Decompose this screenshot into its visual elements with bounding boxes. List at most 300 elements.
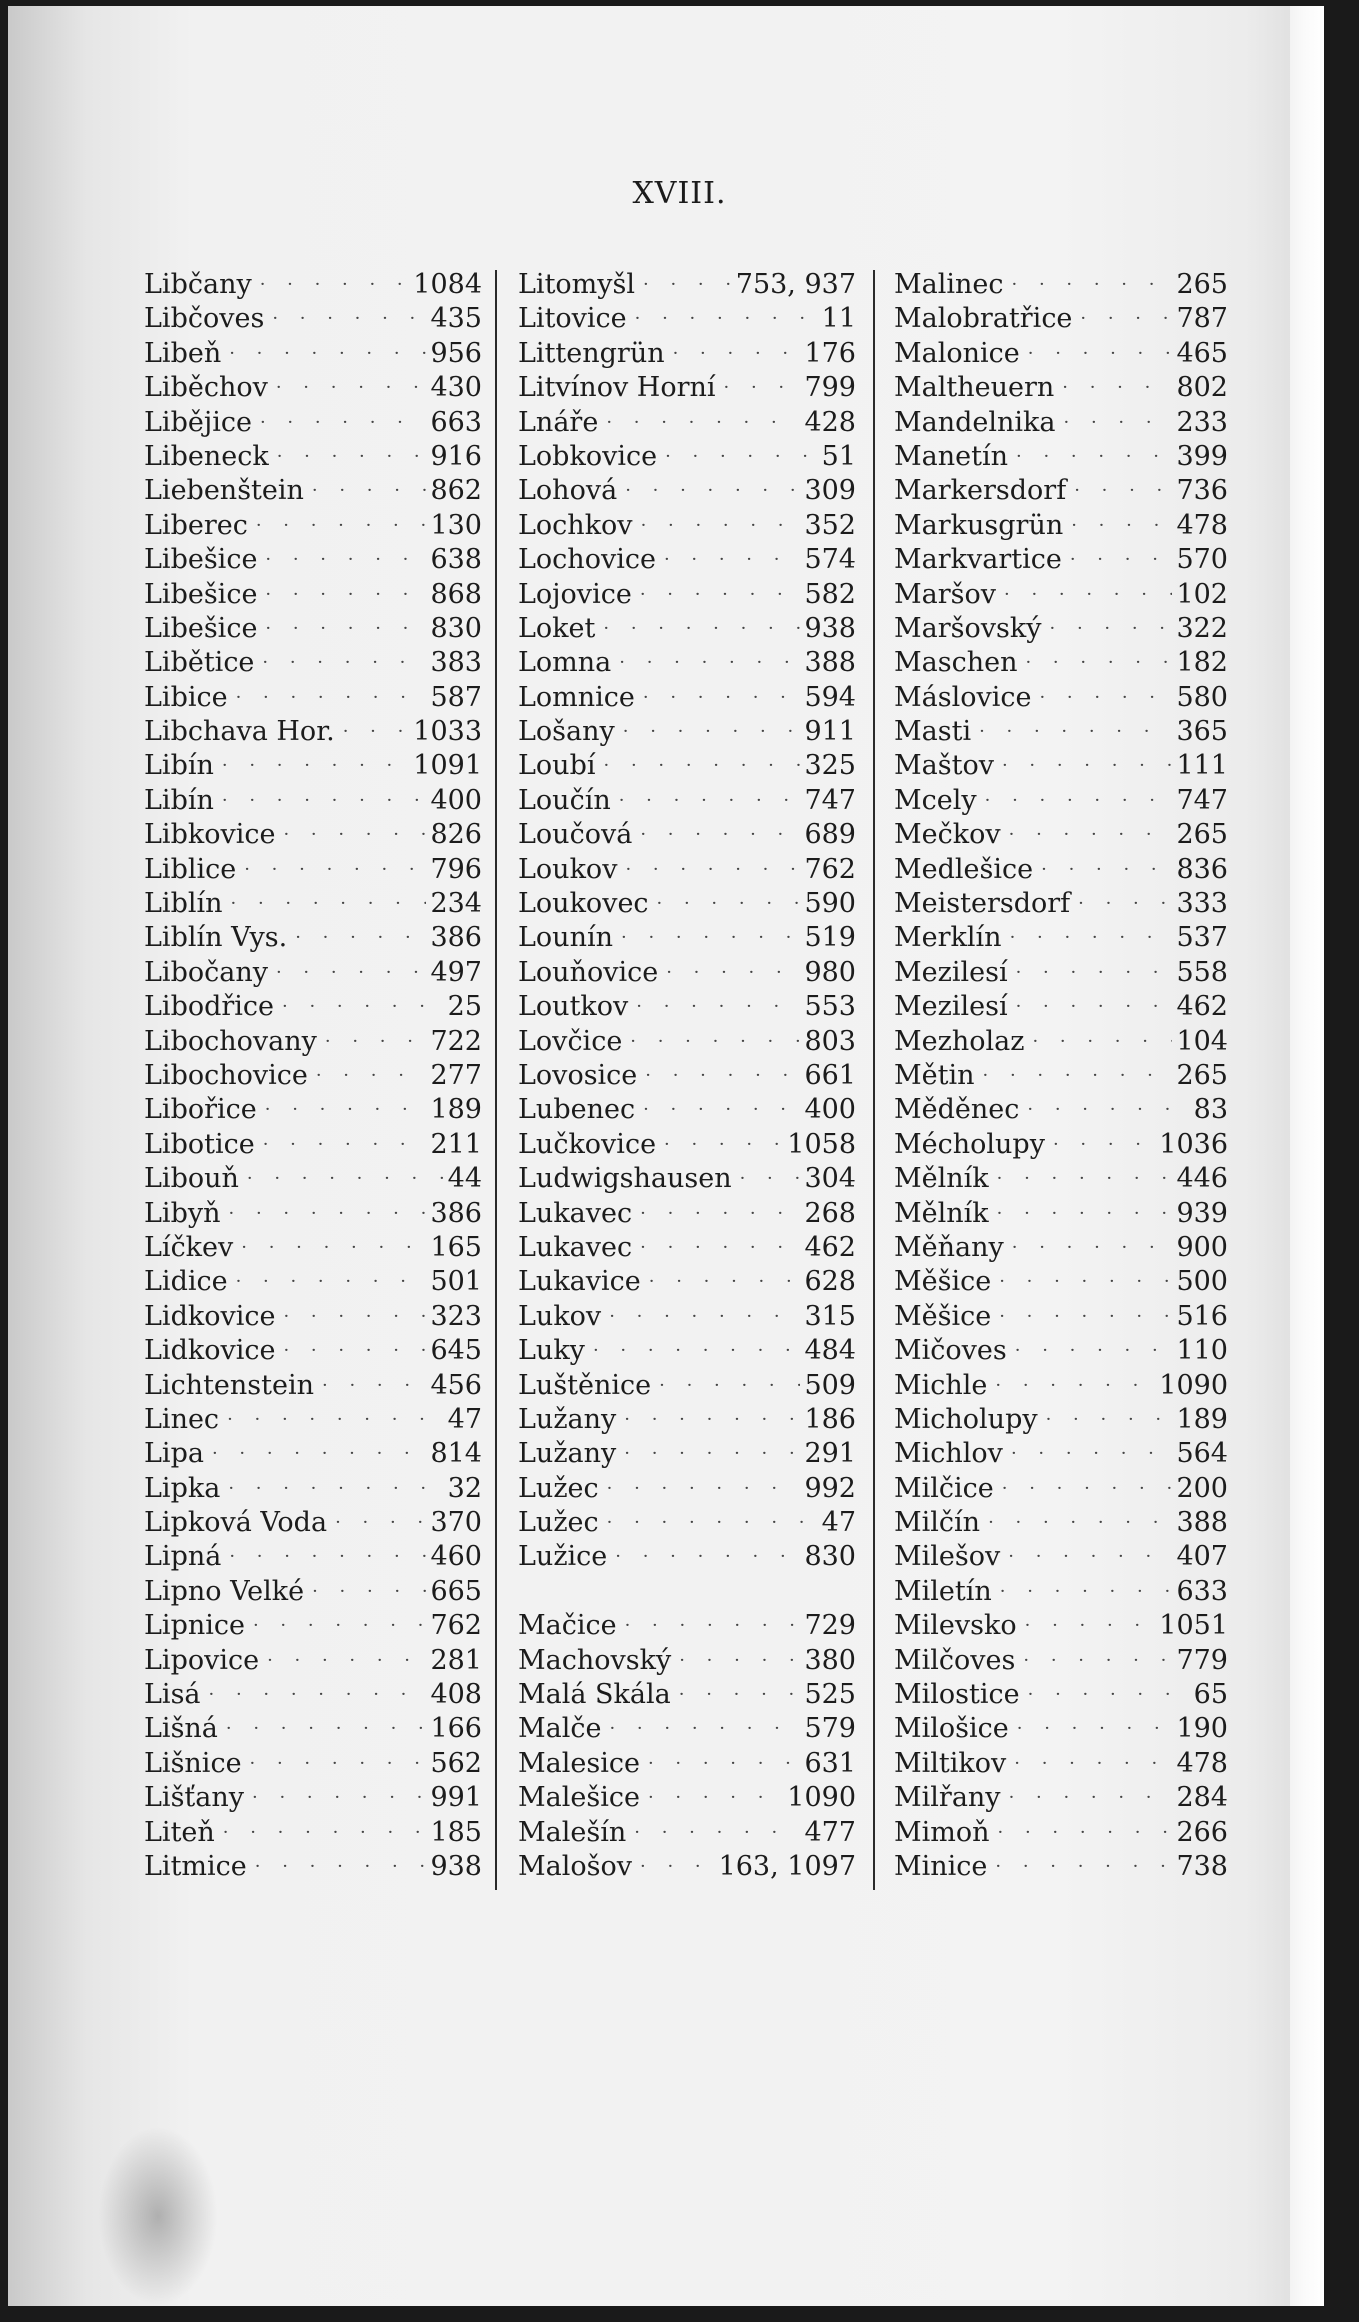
dot-leader [996,578,1172,612]
place-name: Medlešice [894,853,1034,885]
page-reference: 386 [430,922,482,954]
page-reference: 365 [1176,716,1228,748]
page-reference: 991 [430,1782,482,1814]
place-name: Malče [518,1713,602,1745]
index-entry [894,1644,1228,1678]
place-name: Libčany [144,269,252,300]
place-name: Měňany [894,1231,1004,1263]
page-reference: 44 [447,1163,482,1195]
index-entry [894,1437,1228,1471]
dot-leader [1004,1231,1173,1265]
dot-leader [1020,337,1173,371]
dot-leader [632,1197,800,1231]
dot-leader [215,1816,427,1850]
page-reference: 590 [804,888,856,920]
index-entry [518,1472,856,1506]
page-reference: 380 [804,1644,856,1676]
page-reference: 47 [447,1403,482,1435]
index-entry [894,406,1228,440]
page-reference: 665 [430,1575,482,1607]
page-reference: 722 [430,1025,482,1057]
dot-leader [992,1575,1173,1609]
dot-leader [1002,921,1173,955]
index-entry [518,440,856,474]
dot-leader [287,921,426,955]
index-column-2 [518,268,856,1888]
page-reference: 501 [430,1266,482,1298]
index-entry [894,1712,1228,1746]
index-entry [518,853,856,887]
dot-leader [637,1059,800,1093]
page-reference: 430 [430,372,482,404]
dot-leader [1008,440,1172,474]
place-name: Malešín [518,1816,627,1848]
place-name: Malesice [518,1747,640,1779]
page-reference: 516 [1176,1300,1228,1332]
index-entry [894,1162,1228,1196]
page-reference: 211 [430,1128,482,1160]
dot-leader [268,371,427,405]
index-entry [518,646,856,680]
index-entry [894,268,1228,302]
index-entry [144,1575,482,1609]
index-entry [894,371,1228,405]
dot-leader [626,1816,800,1850]
index-entry [144,1850,482,1884]
page-reference: 281 [430,1644,482,1676]
dot-leader [255,1128,427,1162]
dot-leader [221,337,426,371]
dot-leader [622,1025,800,1059]
dot-leader [317,1025,427,1059]
dot-leader [233,1231,426,1265]
place-name: Libouň [144,1163,239,1195]
dot-leader [236,853,426,887]
page-reference: 83 [1193,1094,1228,1126]
page-reference: 25 [447,991,482,1023]
page-reference: 325 [804,750,856,782]
place-name: Lišnice [144,1747,242,1779]
index-entry [518,1644,856,1678]
dot-leader [228,681,427,715]
index-entry [144,1369,482,1403]
dot-leader [239,1162,444,1196]
index-entry [894,1369,1228,1403]
index-entry [518,302,856,336]
index-entry [144,715,482,749]
dot-leader [204,1437,427,1471]
place-name: Maltheuern [894,372,1055,404]
dot-leader [1042,612,1173,646]
index-entry [894,1093,1228,1127]
page-reference: 814 [430,1438,482,1470]
page-reference: 562 [430,1747,482,1779]
page-reference: 182 [1176,647,1228,679]
place-name: Lubenec [518,1094,636,1126]
place-name: Linec [144,1403,220,1435]
page-reference: 399 [1176,440,1228,472]
dot-leader [257,543,426,577]
page-reference: 460 [430,1541,482,1573]
index-entry [144,337,482,371]
dot-leader [617,1609,801,1643]
page-reference: 564 [1176,1438,1228,1470]
index-entry [144,1334,482,1368]
page-reference: 738 [1176,1850,1228,1882]
page-reference: 830 [430,612,482,644]
index-entry [144,1093,482,1127]
index-entry [894,853,1228,887]
dot-leader [245,1609,426,1643]
place-name: Milešov [894,1541,1001,1573]
page-reference: 266 [1176,1816,1228,1848]
index-entry [144,1128,482,1162]
index-entry [894,818,1228,852]
dot-leader [640,1747,801,1781]
index-entry [894,1265,1228,1299]
dot-leader [1009,1712,1173,1746]
place-name: Libočany [144,956,268,988]
page-reference: 407 [1176,1541,1228,1573]
place-name: Libčoves [144,303,265,335]
dot-leader [656,543,801,577]
page-reference: 400 [804,1094,856,1126]
dot-leader [989,1197,1173,1231]
place-name: Měděnec [894,1094,1020,1126]
index-entry [144,371,482,405]
index-entry [518,749,856,783]
place-name: Manetín [894,440,1008,472]
index-entry [518,784,856,818]
place-name: Minice [894,1850,988,1882]
dot-leader [275,818,426,852]
index-entry [518,887,856,921]
place-name: Libotice [144,1128,255,1160]
index-entry [518,1162,856,1196]
index-entry [894,990,1228,1024]
place-name: Milčín [894,1507,981,1539]
dot-leader [1006,1747,1172,1781]
index-entry [144,1300,482,1334]
place-name: Masti [894,716,972,748]
index-entry [518,1231,856,1265]
place-name: Libějice [144,406,252,438]
index-entry [518,578,856,612]
dot-leader [656,1128,783,1162]
dot-leader [254,646,426,680]
place-name: Liebenštein [144,475,304,507]
index-entry [518,1403,856,1437]
page-reference: 435 [430,303,482,335]
place-name: Lipka [144,1472,221,1504]
index-entry [518,921,856,955]
place-name: Libín [144,784,214,816]
index-entry [518,1369,856,1403]
place-name: Merklín [894,922,1002,954]
dot-leader [1062,543,1173,577]
place-name: Lidkovice [144,1300,276,1332]
index-entry [894,509,1228,543]
place-name: Loket [518,612,596,644]
dot-leader [617,474,800,508]
index-entry [894,1540,1228,1574]
page-reference: 370 [430,1507,482,1539]
place-name: Lovčice [518,1025,623,1057]
dot-leader [635,268,732,302]
place-name: Liberec [144,509,248,541]
index-entry [518,406,856,440]
place-name: Lošany [518,716,615,748]
page-reference: 580 [1176,681,1228,713]
column-divider [873,270,875,1890]
dot-leader [1031,681,1172,715]
page-reference: 104 [1176,1025,1228,1057]
dot-leader [335,715,410,749]
page-reference: 830 [804,1541,856,1573]
page-reference: 47 [821,1507,856,1539]
index-entry [144,749,482,783]
place-name: Loučín [518,784,611,816]
place-name: Milčice [894,1472,994,1504]
dot-leader [633,509,801,543]
page-reference: 1051 [1159,1610,1228,1642]
index-entry [894,1197,1228,1231]
place-name: Lipa [144,1438,204,1470]
page-reference: 762 [430,1610,482,1642]
dot-leader [257,1093,427,1127]
place-name: Loučová [518,819,633,851]
place-name: Malešice [518,1782,640,1814]
dot-leader [1070,887,1172,921]
place-name: Libochovice [144,1059,308,1091]
index-entry [894,1128,1228,1162]
dot-leader [1007,1334,1173,1368]
place-name: Lišťany [144,1782,245,1814]
page-reference: 631 [804,1747,856,1779]
index-entry [518,990,856,1024]
dot-leader [1020,1678,1190,1712]
dot-leader [991,1300,1172,1334]
dot-leader [1072,302,1172,336]
index-entry [894,612,1228,646]
index-entry [518,1678,856,1712]
index-entry [144,887,482,921]
place-name: Loukov [518,853,618,885]
index-entry [144,1231,482,1265]
index-entry [894,1850,1228,1884]
dot-leader [275,1300,426,1334]
dot-leader [308,1059,427,1093]
place-name: Libeneck [144,440,269,472]
index-entry [518,681,856,715]
index-entry [518,1609,856,1643]
dot-leader [635,1093,800,1127]
page-reference: 938 [430,1850,482,1882]
index-entry [144,818,482,852]
place-name: Máslovice [894,681,1032,713]
index-entry [518,1437,856,1471]
index-entry [518,474,856,508]
page-reference: 689 [804,819,856,851]
place-name: Loutkov [518,991,629,1023]
page-reference: 32 [447,1472,482,1504]
page-reference: 558 [1176,956,1228,988]
page-reference: 383 [430,647,482,679]
place-name: Lohová [518,475,618,507]
index-entry [894,1334,1228,1368]
page-reference: 190 [1176,1713,1228,1745]
index-entry [894,578,1228,612]
place-name: Libešice [144,544,258,576]
dot-leader [1024,1025,1172,1059]
place-name: Lužec [518,1472,599,1504]
dot-leader [1015,1644,1172,1678]
page-reference: 525 [804,1679,856,1711]
place-name: Libešice [144,612,258,644]
place-name: Lojovice [518,578,632,610]
index-entry [894,1816,1228,1850]
page-reference: 446 [1176,1163,1228,1195]
index-entry [894,681,1228,715]
index-entry [144,1678,482,1712]
dot-leader [627,302,818,336]
dot-leader [1001,1781,1173,1815]
place-name: Lisá [144,1679,201,1711]
page-reference: 661 [804,1059,856,1091]
page-reference: 102 [1176,578,1228,610]
page-reference: 574 [804,544,856,576]
place-name: Lipná [144,1541,222,1573]
page-reference: 500 [1176,1266,1228,1298]
index-entry [144,1644,482,1678]
dot-leader [599,1506,818,1540]
place-name: Líčkev [144,1231,234,1263]
dot-leader [247,1850,427,1884]
index-entry [894,715,1228,749]
dot-leader [223,887,427,921]
index-entry [144,612,482,646]
dot-leader [1033,853,1172,887]
place-name: Lnáře [518,406,599,438]
page-reference: 200 [1176,1472,1228,1504]
place-name: Lužec [518,1507,599,1539]
place-name: Lužice [518,1541,608,1573]
index-entry [894,1781,1228,1815]
page-reference: 939 [1176,1197,1228,1229]
index-entry [518,1850,856,1884]
dot-leader [641,1265,801,1299]
dot-leader [1008,956,1173,990]
index-entry [894,1506,1228,1540]
dot-leader [252,406,427,440]
dot-leader [632,1231,800,1265]
dot-leader [257,578,426,612]
dot-leader [732,1162,801,1196]
index-entry [144,1162,482,1196]
place-name: Luky [518,1335,585,1367]
place-name: Luštěnice [518,1369,652,1401]
index-entry [144,474,482,508]
dot-leader [596,749,801,783]
place-name: Mandelnika [894,406,1056,438]
index-entry [894,1300,1228,1334]
page-reference: 265 [1176,1059,1228,1091]
place-name: Lovosice [518,1059,638,1091]
dot-leader [616,1437,800,1471]
dot-leader [201,1678,427,1712]
place-name: Milostice [894,1679,1020,1711]
page-reference: 1036 [1159,1128,1228,1160]
page-reference: 465 [1176,337,1228,369]
index-entry [894,1472,1228,1506]
place-name: Mičoves [894,1335,1007,1367]
place-name: Liběchov [144,372,268,404]
index-entry [144,1609,482,1643]
page-reference: 265 [1176,819,1228,851]
page-reference: 587 [430,681,482,713]
page-reference: 323 [430,1300,482,1332]
page-reference: 51 [821,440,856,472]
index-entry [518,612,856,646]
index-entry [144,1197,482,1231]
index-entry [894,337,1228,371]
page-reference: 956 [430,337,482,369]
page-reference: 537 [1176,922,1228,954]
dot-leader [1003,1437,1173,1471]
index-entry [894,1231,1228,1265]
dot-leader [632,578,801,612]
index-entry [894,921,1228,955]
dot-leader [601,1712,800,1746]
page-reference: 509 [804,1369,856,1401]
dot-leader [994,749,1172,783]
page-reference: 1033 [413,716,482,748]
place-name: Lužany [518,1403,617,1435]
place-name: Libořice [144,1094,257,1126]
page-reference: 166 [430,1713,482,1745]
index-entry [144,853,482,887]
place-name: Malinec [894,269,1004,300]
page-reference: 11 [821,303,856,335]
place-name: Lounín [518,922,613,954]
dot-leader [228,1265,427,1299]
page-reference: 736 [1176,475,1228,507]
page-reference: 570 [1176,544,1228,576]
page-reference: 408 [430,1679,482,1711]
page-reference: 1084 [413,269,482,300]
place-name: Liteň [144,1816,215,1848]
page-reference: 497 [430,956,482,988]
index-entry [144,1025,482,1059]
index-entry [144,784,482,818]
dot-leader [595,612,800,646]
index-entry [144,1747,482,1781]
dot-leader [1017,646,1172,680]
dot-leader [1008,990,1173,1024]
dot-leader [615,715,801,749]
page-reference: 322 [1176,612,1228,644]
page-reference: 799 [804,372,856,404]
place-name: Mečkov [894,819,1001,851]
dot-leader [607,1540,800,1574]
page-reference: 352 [804,509,856,541]
place-name: Lichtenstein [144,1369,315,1401]
place-name: Libyň [144,1197,221,1229]
page-reference: 176 [804,337,856,369]
dot-leader [671,1644,800,1678]
page-reference: 309 [804,475,856,507]
dot-leader [1004,268,1173,302]
